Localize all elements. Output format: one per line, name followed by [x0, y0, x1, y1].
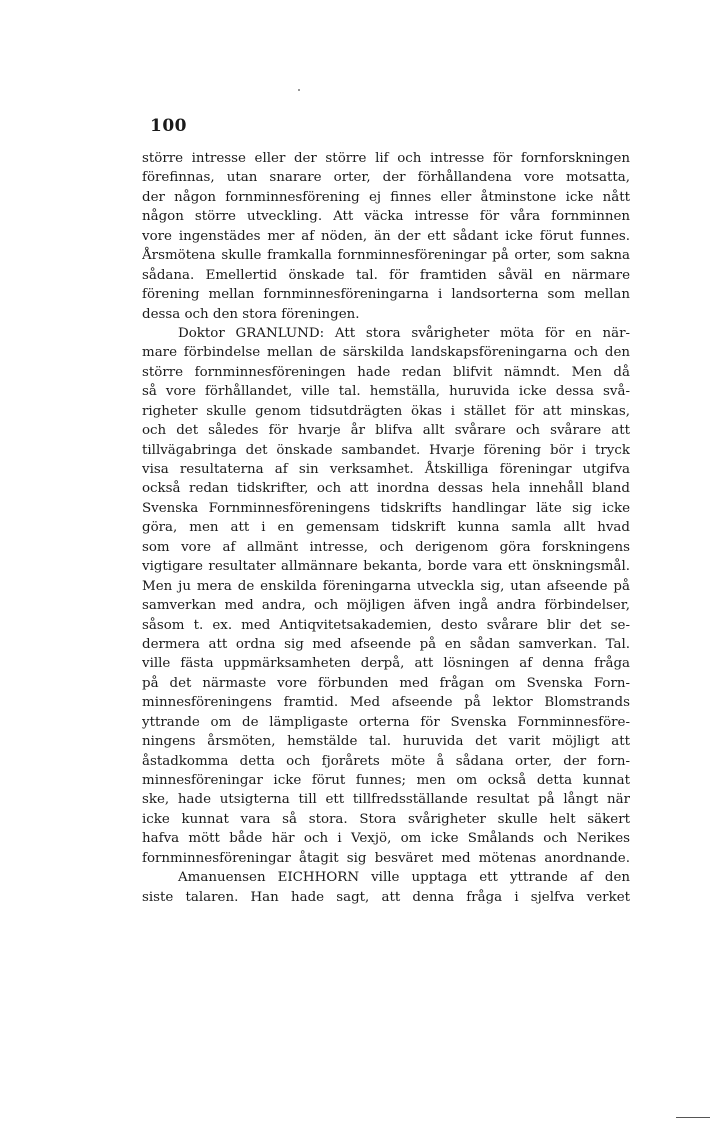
text-line: göra, men att i en gemensam tidskrift kunna samla allt hvad [142, 520, 630, 536]
text-line: såsom t. ex. med Antiqvitetsakademien, desto svårare blir det se- [142, 617, 630, 633]
text-line: der någon fornminnesförening ej finnes eller åtminstone icke nått [142, 189, 630, 205]
text-line: förefinnas, utan snarare orter, der förhållandena vore motsatta, [142, 170, 630, 186]
text-line: samverkan med andra, och möjligen äfven ingå andra förbindelser, [142, 598, 630, 614]
text-line: mare förbindelse mellan de särskilda landskapsföreningarna och den [142, 345, 630, 361]
text-line: åstadkomma detta och fjorårets möte å sådana orter, der forn- [142, 753, 630, 769]
text-line: ville fästa uppmärksamheten derpå, att lösningen af denna fråga [142, 656, 630, 672]
text-line: dessa och den stora föreningen. [142, 306, 360, 322]
text-line: större fornminnesföreningen hade redan blifvit nämndt. Men då [142, 364, 630, 380]
text-line: hafva mött både här och i Vexjö, om icke Smålands och Nerikes [142, 831, 630, 847]
text-line: så vore förhållandet, ville tal. hemställa, huruvida icke dessa svå- [142, 384, 630, 400]
body-text [142, 149, 630, 907]
text-line: Men ju mera de enskilda föreningarna utveckla sig, utan afseende på [142, 578, 630, 594]
page-number: 100 [150, 116, 187, 136]
scan-edge-mark [676, 1117, 710, 1118]
text-line: minnesföreningens framtid. Med afseende på lektor Blomstrands [142, 695, 630, 711]
text-line: på det närmaste vore förbunden med frågan om Svenska Forn- [142, 675, 630, 691]
scan-speck [298, 89, 300, 91]
text-line: sådana. Emellertid önskade tal. för framtiden såväl en närmare [142, 267, 630, 283]
text-line: vigtigare resultater allmännare bekanta, borde vara ett önskningsmål. [142, 559, 630, 575]
text-line: Årsmötena skulle framkalla fornminnesföreningar på orter, som sakna [142, 248, 630, 264]
text-line: någon större utveckling. Att väcka intresse för våra fornminnen [142, 209, 630, 225]
text-line: större intresse eller der större lif och intresse för fornforskningen [142, 151, 630, 166]
text-line: ningens årsmöten, hemstälde tal. huruvida det varit möjligt att [142, 734, 630, 750]
text-line: också redan tidskrifter, och att inordna dessas hela innehåll bland [142, 481, 630, 497]
text-line: fornminnesföreningar åtagit sig besväret med mötenas anordnande. [142, 850, 630, 866]
text-line: yttrande om de lämpligaste orterna för Svenska Fornminnesföre- [142, 714, 630, 730]
text-line: righeter skulle genom tidsutdrägten ökas i stället för att minskas, [142, 403, 630, 419]
text-line: Doktor GRANLUND: Att stora svårigheter möta för en när- [178, 325, 630, 341]
text-line: vore ingenstädes mer af nöden, än der ett sådant icke förut funnes. [142, 228, 630, 244]
text-line: dermera att ordna sig med afseende på en sådan samverkan. Tal. [142, 636, 630, 652]
text-line: förening mellan fornminnesföreningarna i landsorterna som mellan [142, 287, 630, 303]
text-line: Amanuensen EICHHORN ville upptaga ett yttrande af den [178, 870, 630, 886]
text-line: icke kunnat vara så stora. Stora svårigheter skulle helt säkert [142, 811, 630, 827]
text-line: som vore af allmänt intresse, och derigenom göra forskningens [142, 539, 630, 555]
text-line: Svenska Fornminnesföreningens tidskrifts handlingar läte sig icke [142, 500, 630, 516]
text-line: siste talaren. Han hade sagt, att denna fråga i sjelfva verket [142, 889, 630, 905]
text-line: minnesföreningar icke förut funnes; men om också detta kunnat [142, 773, 630, 788]
text-line: tillvägabringa det önskade sambandet. Hvarje förening bör i tryck [142, 442, 630, 458]
text-line: ske, hade utsigterna till ett tillfredsställande resultat på långt när [142, 792, 630, 808]
text-line: visa resultaterna af sin verksamhet. Åtskilliga föreningar utgifva [142, 462, 630, 477]
text-line: och det således för hvarje år blifva allt svårare och svårare att [142, 423, 630, 439]
